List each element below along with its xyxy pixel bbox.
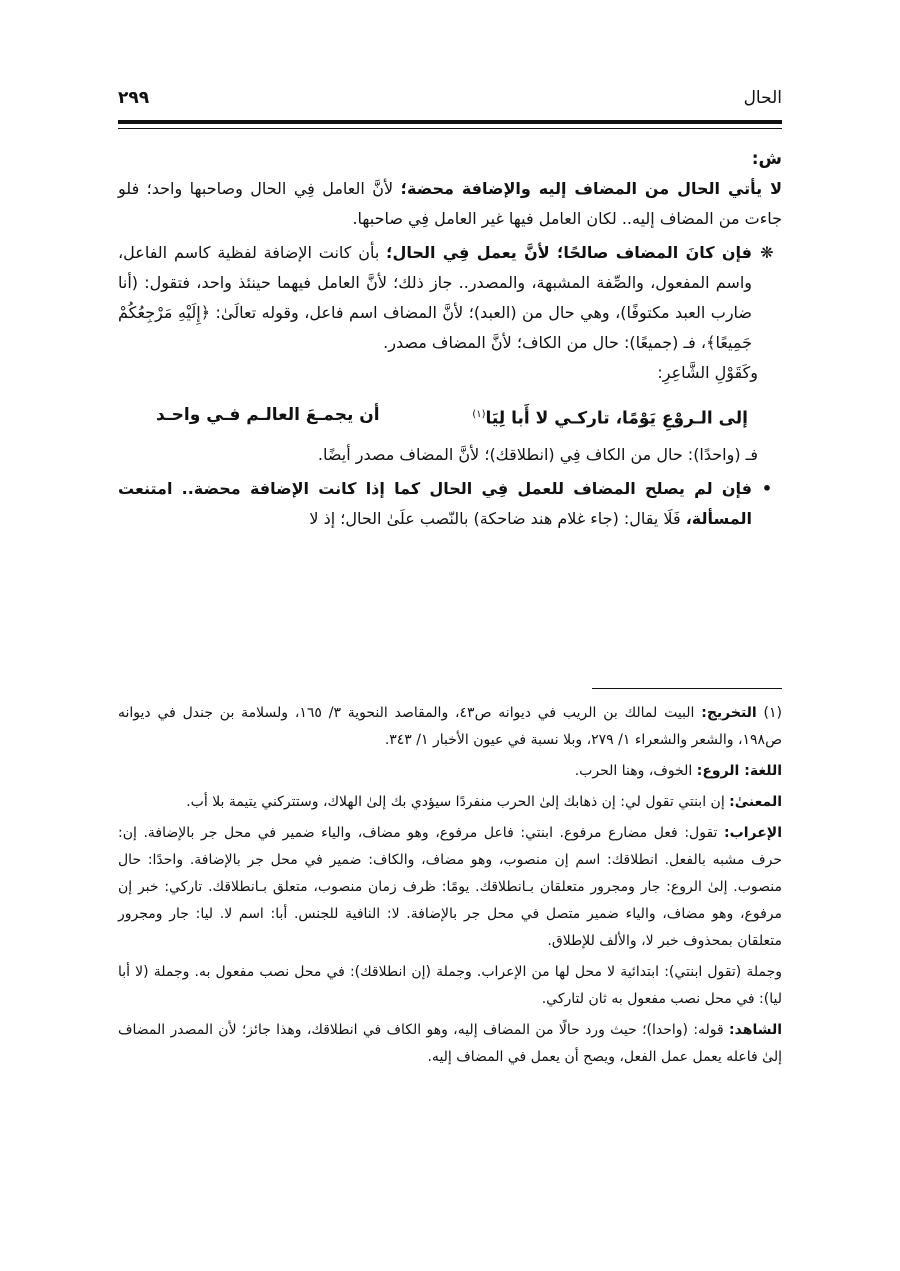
takhrij-label: التخريج: xyxy=(701,705,757,721)
footnote-shahid xyxy=(118,1017,782,1071)
footnote-irab xyxy=(118,820,782,955)
footnote-lugha xyxy=(118,758,782,785)
bullet-2-bold: فإن لم يصلح المضاف للعمل فِي الحال كما إذا كانت الإضافة محضة.. امتنعت المسألة، xyxy=(118,478,752,528)
bullet-1-body xyxy=(118,238,752,358)
lugha-label: اللغة: xyxy=(744,763,782,779)
bullet-item-2 xyxy=(118,474,782,534)
paragraph-1 xyxy=(118,174,782,234)
takhrij-text: البيت لمالك بن الريب في ديوانه ص٤٣، والمقاصد النحوية ٣/ ١٦٥، ولسلامة بن جندل في ديوانه ص١٩٨، والشعر والشعراء ١/ ٢٧٩، وبلا نسبة في عيون الأخبار ١/ ٣٤٣. xyxy=(118,705,782,748)
footnote-marker[interactable]: (١) xyxy=(472,409,486,420)
page-number: ٢٩٩ xyxy=(118,88,150,108)
maana-label: المعنىٰ: xyxy=(729,794,782,810)
verse-second-hemistich: أن يجمـعَ العالـم فـي واحـد xyxy=(156,405,380,425)
lugha-word: الروع: xyxy=(696,763,745,779)
maana-text: إن ابنتي تقول لي: إن ذهابك إلىٰ الحرب منفردًا سيؤدي بك إلىٰ الهلاك، وستتركني يتيمة بلا أب. xyxy=(186,794,730,810)
footnote-maana xyxy=(118,789,782,816)
paragraph-1-bold: لا يأتي الحال من المضاف إليه والإضافة محضة؛ xyxy=(400,179,782,198)
verse-note: فـ (واحدًا): حال من الكاف فِي (انطلاقك)؛ لأنَّ المضاف مصدر أيضًا. xyxy=(317,444,758,464)
bullet-1-bold: فإن كانَ المضاف صالحًا؛ لأنَّ يعمل فِي الحال؛ xyxy=(386,243,753,262)
bullet-1-text: بأن كانت الإضافة لفظية كاسم الفاعل، واسم المفعول، والصِّفة المشبهة، والمصدر.. جاز ذلك؛ لأنَّ العامل فيهما حينئذ واحد، فتقول: (أنا ضارب العبد مكتوفًا)، وهي حال من (العبد)؛ لأنَّ المضاف اسم فاعل، وقوله تعالَىٰ: ﴿إِلَيْهِ مَرْجِعُكُمْ جَمِيعًا﴾، فـ (جميعًا): حال من الكاف؛ لأنَّ المضاف مصدر. xyxy=(118,243,752,352)
paragraph-1-text: لأنَّ العامل فِي الحال وصاحبها واحد؛ فلو جاءت من المضاف إليه.. لكان العامل فيها غير العامل فِي صاحبها. xyxy=(118,179,782,228)
footnote-jumla: وجملة (تقول ابنتي): ابتدائية لا محل لها من الإعراب. وجملة (إن انطلاقك): في محل نصب مفعول به. وجملة (لا أبا ليا): في محل نصب مفعول به ثان لتاركي. xyxy=(118,964,782,1007)
shahid-label: الشاهد: xyxy=(729,1022,782,1038)
running-title: الحال xyxy=(743,88,782,108)
shahid-text: قوله: (واحدا)؛ حيث ورد حالًا من المضاف إليه، وهو الكاف في انطلاقك، وهذا جائز؛ لأن المصدر المضاف إلىٰ فاعله يعمل عمل الفعل، ويصح أن يعمل في المضاف إليه. xyxy=(118,1022,782,1065)
bullet-dot-icon: • xyxy=(761,478,773,498)
header-rule-thick xyxy=(118,120,782,124)
poet-intro: وكَقَوْلِ الشَّاعِرِ: xyxy=(657,363,758,382)
verse-first-text: إلى الـروْعِ يَوْمًا، تاركـي لا أَبا لِيَا xyxy=(485,408,748,429)
sharh-marker: ش: xyxy=(751,149,782,169)
footnotes xyxy=(118,700,782,1075)
header-rule-thin xyxy=(118,128,782,129)
bullet-2-text: فَلَا يقال: (جاء غلام هند ضاحكة) بالنّصب علَىٰ الحال؛ إذ لا xyxy=(309,508,686,528)
poetry-verse xyxy=(156,400,748,434)
footnote-separator xyxy=(592,688,782,689)
irab-label: الإعراب: xyxy=(724,825,782,841)
irab-text: تقول: فعل مضارع مرفوع. ابنتي: فاعل مرفوع، وهو مضاف، والياء ضمير في محل جر بالإضافة. إن: حرف مشبه بالفعل. انطلاقك: اسم إن منصوب، وهو مضاف، والكاف: ضمير في محل جر بالإضافة. واحدًا: حال منصوب. إلىٰ الروع: جار ومجرور متعلقان بـانطلاقك. يومًا: ظرف زمان منصوب، متعلق بـانطلاقك. تاركي: خبر إن مرفوع، وهو مضاف، والياء ضمير متصل في محل جر بالإضافة. لا: النافية للجنس. أبا: اسم لا. ليا: جار ومجرور متعلقان بمحذوف خبر لا، والألف للإطلاق. xyxy=(118,825,782,949)
lugha-text: الخوف، وهنا الحرب. xyxy=(574,763,697,779)
footnote-takhrij xyxy=(118,700,782,754)
verse-first-hemistich xyxy=(472,400,748,434)
main-text xyxy=(118,144,782,534)
footnote-number: (١) xyxy=(763,705,782,721)
asterisk-icon: ❋ xyxy=(760,243,774,262)
bullet-item-1 xyxy=(118,238,782,358)
bullet-2-body xyxy=(118,474,752,534)
page-header xyxy=(118,88,782,112)
